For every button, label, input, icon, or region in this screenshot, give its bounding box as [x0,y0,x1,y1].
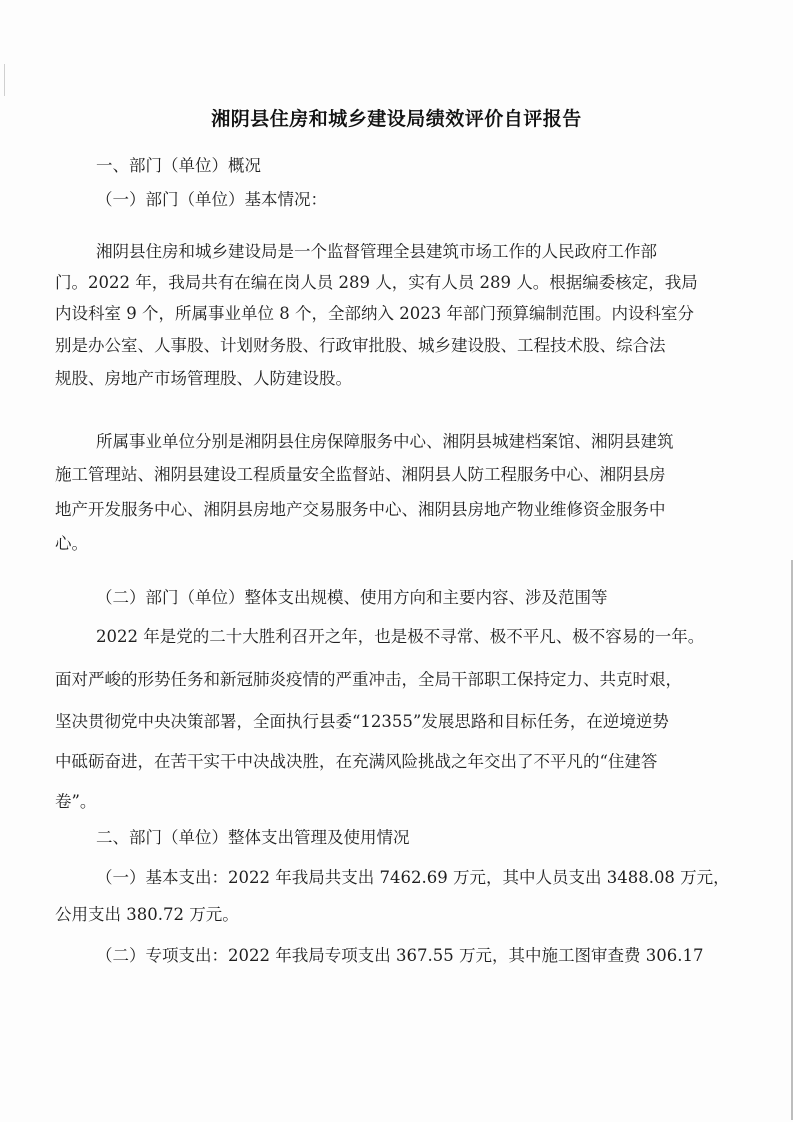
paragraph-line: 别是办公室、人事股、计划财务股、行政审批股、城乡建设股、工程技术股、综合法 [55,336,666,355]
paragraph-line: 地产开发服务中心、湘阴县房地产交易服务中心、湘阴县房地产物业维修资金服务中 [55,500,666,519]
paragraph-line: （一）基本支出：2022 年我局共支出 7462.69 万元，其中人员支出 3488.08 万元， [96,868,730,887]
paragraph-line: 所属事业单位分别是湘阴县住房保障服务中心、湘阴县城建档案馆、湘阴县建筑 [96,432,674,451]
section-heading-2: 二、部门（单位）整体支出管理及使用情况 [96,828,410,847]
paragraph-line: 施工管理站、湘阴县建设工程质量安全监督站、湘阴县人防工程服务中心、湘阴县房 [55,465,666,484]
paragraph-line: 2022 年是党的二十大胜利召开之年，也是极不寻常、极不平凡、极不容易的一年。 [96,627,705,646]
paragraph-line: 公用支出 380.72 万元。 [55,905,239,924]
paragraph-line: 内设科室 9 个，所属事业单位 8 个，全部纳入 2023 年部门预算编制范围。内设科室分 [55,304,694,323]
subsection-heading-1-1: （一）部门（单位）基本情况： [96,190,327,209]
paragraph-line: 心。 [55,534,88,553]
paragraph-line: 中砥砺奋进，在苦干实干中决战决胜，在充满风险挑战之年交出了不平凡的“住建答 [55,752,658,771]
scan-mark [4,64,5,96]
paragraph-line: 门。2022 年，我局共有在编在岗人员 289 人，实有人员 289 人。根据编委核定，我局 [55,273,698,292]
section-heading-1: 一、部门（单位）概况 [96,156,261,175]
paragraph-line: 规股、房地产市场管理股、人防建设股。 [55,369,352,388]
paragraph-line: 面对严峻的形势任务和新冠肺炎疫情的严重冲击，全局干部职工保持定力、共克时艰， [55,670,682,689]
paragraph-line: 湘阴县住房和城乡建设局是一个监督管理全县建筑市场工作的人民政府工作部 [96,242,657,261]
report-title: 湘阴县住房和城乡建设局绩效评价自评报告 [211,108,582,130]
subsection-heading-1-2: （二）部门（单位）整体支出规模、使用方向和主要内容、涉及范围等 [96,588,608,607]
paragraph-line: 坚决贯彻党中央决策部署，全面执行县委“12355”发展思路和目标任务，在逆境逆势 [55,712,669,731]
paragraph-line: 卷”。 [55,792,97,811]
paragraph-line: （二）专项支出：2022 年我局专项支出 367.55 万元，其中施工图审查费 306.17 [96,946,704,965]
